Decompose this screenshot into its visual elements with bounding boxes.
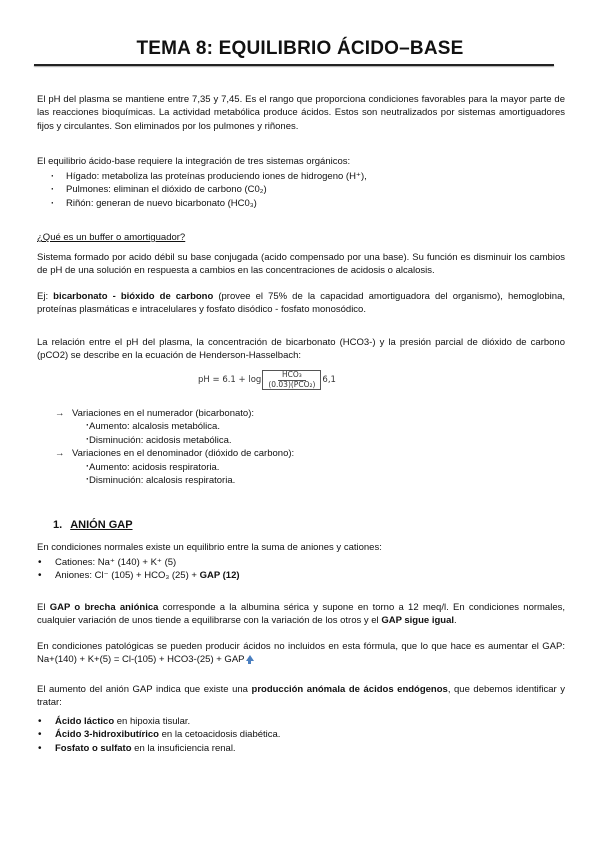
buffer-definition: Sistema formado por acido débil su base conjugada (acido compensado por una base). Su función es disminuir los cambios de pH de una solución en respuesta a cambios en las concentraciones de acidosis o alcalosis. <box>37 252 565 277</box>
bullet-icon: • <box>38 557 42 568</box>
variation-denominator: → Variaciones en el denominador (dióxido de carbono): <box>55 448 295 460</box>
example-rest: (provee el 75% de la capacidad amortiguadora del organismo), hemoglobina, proteínas plasmáticas e intracelulares y fosfato disódico - fosfato monosódico. <box>37 291 565 316</box>
organs-intro: El equilibrio ácido-base requiere la integración de tres sistemas orgánicos: <box>37 156 351 167</box>
example-prefix: Ej: <box>37 291 54 302</box>
formula-denominator: (0.03)(PCO₂) <box>268 379 316 389</box>
henderson-text: La relación entre el pH del plasma, la concentración de bicarbonato (HCO3-) y la presión parcial de dióxido de carbono (pCO2) se describe en la ecuación de Henderson-Hasselbach: <box>37 337 565 362</box>
formula-numerator: HCO₃ <box>278 371 306 381</box>
dot-icon: · <box>86 474 90 486</box>
example-bold: bicarbonato - bióxido de carbono <box>53 291 214 302</box>
gap-paragraph: El GAP o brecha aniónica corresponde a la albumina sérica y supone en torno a 12 meq/l. En condiciones normales, cualquier variación de unos tiende a equilibrarse con la variación de los otros y el GAP sigue igual. <box>37 602 566 627</box>
buffer-question: ¿Qué es un buffer o amortiguador? <box>37 232 186 243</box>
dot-icon: · <box>86 460 90 472</box>
increase-paragraph: El aumento del anión GAP indica que existe una producción anómala de ácidos endógenos, que debemos identificar y tratar: <box>37 684 566 709</box>
dot-icon: · <box>86 420 90 432</box>
list-item: · Aumento: alcalosis metabólica. <box>86 420 220 433</box>
list-item: · Hígado: metaboliza las proteínas produciendo iones de hidrogeno (H⁺), <box>37 170 565 183</box>
ions-list <box>37 556 565 583</box>
list-item: • Ácido láctico en hipoxia tisular. <box>37 715 565 728</box>
formula-right: 6,1 <box>322 375 336 386</box>
arrow-icon: → <box>55 408 65 419</box>
organs-list <box>37 170 565 210</box>
list-item: · Disminución: alcalosis respiratoria. <box>86 474 236 487</box>
pathology-paragraph: En condiciones patológicas se pueden producir ácidos no incluidos en esta fórmula, que lo que hace es aumentar el GAP: Na+(140) + K+(5) = Cl-(105) + HCO3-(25) + GAP <box>37 641 565 666</box>
henderson-formula <box>198 370 336 390</box>
page-title: TEMA 8: EQUILIBRIO ÁCIDO–BASE <box>136 38 464 59</box>
variation-numerator: → Variaciones en el numerador (bicarbonato): <box>55 408 255 419</box>
list-item: · Aumento: acidosis respiratoria. <box>86 460 220 473</box>
section-heading <box>37 518 565 534</box>
list-item: • Aniones: Cl⁻ (105) + HCO₃ (25) + GAP (12) <box>37 569 565 582</box>
formula-fraction <box>262 370 321 390</box>
list-item: • Ácido 3-hidroxibutírico en la cetoacidosis diabética. <box>37 728 565 741</box>
formula-left: pH = 6.1 + log <box>198 375 262 386</box>
title-divider <box>34 64 554 66</box>
gap-intro: En condiciones normales existe un equilibrio entre la suma de aniones y cationes: <box>37 542 382 553</box>
list-item: • Fosfato o sulfato en la insuficiencia renal. <box>37 742 565 755</box>
arrow-icon: → <box>55 448 65 460</box>
bullet-icon: • <box>38 716 42 727</box>
bullet-icon: • <box>38 729 42 741</box>
intro-paragraph: El pH del plasma se mantiene entre 7,35 y 7,45. Es el rango que proporciona condiciones favorables para la mayor parte de las reacciones bioquímicas. La actividad metabólica produce ácidos. Estos son neutralizados por sistemas amortiguadores fijos y circulantes. Son eliminados por los pulmones y riñones. <box>37 94 565 132</box>
bullet-icon: • <box>38 742 42 754</box>
arrow-up-icon <box>246 655 254 661</box>
bullet-icon: • <box>38 570 42 582</box>
section-title: ANIÓN GAP <box>70 519 133 531</box>
list-item: · Disminución: acidosis metabólica. <box>86 433 232 446</box>
list-item: · Pulmones: eliminan el dióxido de carbono (C0₂) <box>37 183 565 196</box>
buffer-example <box>37 290 565 317</box>
list-item: • Cationes: Na⁺ (140) + K⁺ (5) <box>37 556 565 569</box>
dot-icon: · <box>86 433 90 445</box>
acids-list <box>37 715 565 755</box>
section-number: 1. <box>53 519 63 531</box>
list-item: · Riñón: generan de nuevo bicarbonato (HC0₃) <box>37 197 565 210</box>
variations-list <box>37 407 565 488</box>
